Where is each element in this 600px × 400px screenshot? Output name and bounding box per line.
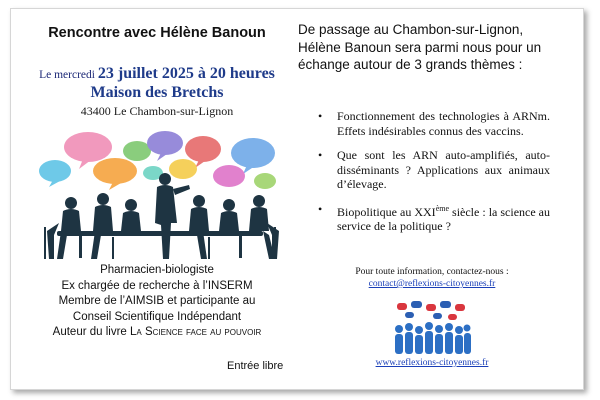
themes-list bbox=[314, 109, 550, 244]
intro-paragraph: De passage au Chambon-sur-Lignon, Hélène Banoun sera parmi nous pour un échange autour de 3 grands thèmes : bbox=[298, 22, 542, 72]
theme-text-start: Biopolitique au XXI bbox=[337, 204, 436, 219]
event-date bbox=[11, 65, 303, 83]
century-suffix: ème bbox=[435, 203, 450, 213]
event-flyer bbox=[10, 8, 584, 390]
speaker-role: Pharmacien-biologiste bbox=[100, 264, 214, 276]
meeting-speech-bubbles-icon bbox=[33, 127, 285, 263]
date-value: 23 juillet 2025 à 20 heures bbox=[97, 65, 275, 82]
event-venue: Maison des Bretchs bbox=[90, 84, 224, 101]
contact-email-link[interactable]: contact@reflexions-citoyennes.fr bbox=[368, 279, 496, 289]
speaker-credentials bbox=[11, 263, 303, 341]
bullet-icon: • bbox=[318, 148, 323, 162]
contact-block bbox=[333, 266, 531, 290]
date-prefix: Le mercredi bbox=[39, 69, 98, 81]
bullet-icon: • bbox=[318, 201, 323, 216]
speaker-membership: Membre de l’AIMSIB et participante au bbox=[58, 295, 256, 307]
theme-text: Que sont les ARN auto-amplifiés, auto-disséminants ? Applications aux animaux d’élevage. bbox=[337, 148, 550, 191]
list-item bbox=[314, 148, 550, 192]
speaker-book bbox=[11, 325, 303, 341]
list-item bbox=[314, 109, 550, 138]
theme-text bbox=[337, 205, 550, 234]
book-prefix: Auteur du livre bbox=[52, 326, 131, 338]
website-link[interactable]: www.reflexions-citoyennes.fr bbox=[375, 358, 489, 368]
event-title: Rencontre avec Hélène Banoun bbox=[48, 25, 266, 41]
speaker-former-position: Ex chargée de recherche à l’INSERM bbox=[61, 279, 253, 292]
book-title: La Science face au pouvoir bbox=[130, 326, 262, 338]
contact-label: Pour toute information, contactez-nous : bbox=[355, 267, 509, 277]
crowd-speech-bubbles-icon bbox=[391, 299, 473, 357]
event-address: 43400 Le Chambon-sur-Lignon bbox=[80, 104, 234, 118]
bullet-icon: • bbox=[318, 109, 323, 123]
theme-text-end: siècle : la science au service de la politique ? bbox=[337, 204, 551, 233]
list-item bbox=[314, 202, 550, 234]
entry-note: Entrée libre bbox=[227, 360, 284, 372]
speaker-council: Conseil Scientifique Indépendant bbox=[72, 310, 242, 323]
theme-text: Fonctionnement des technologies à ARNm. Effets indésirables connus des vaccins. bbox=[337, 109, 550, 138]
